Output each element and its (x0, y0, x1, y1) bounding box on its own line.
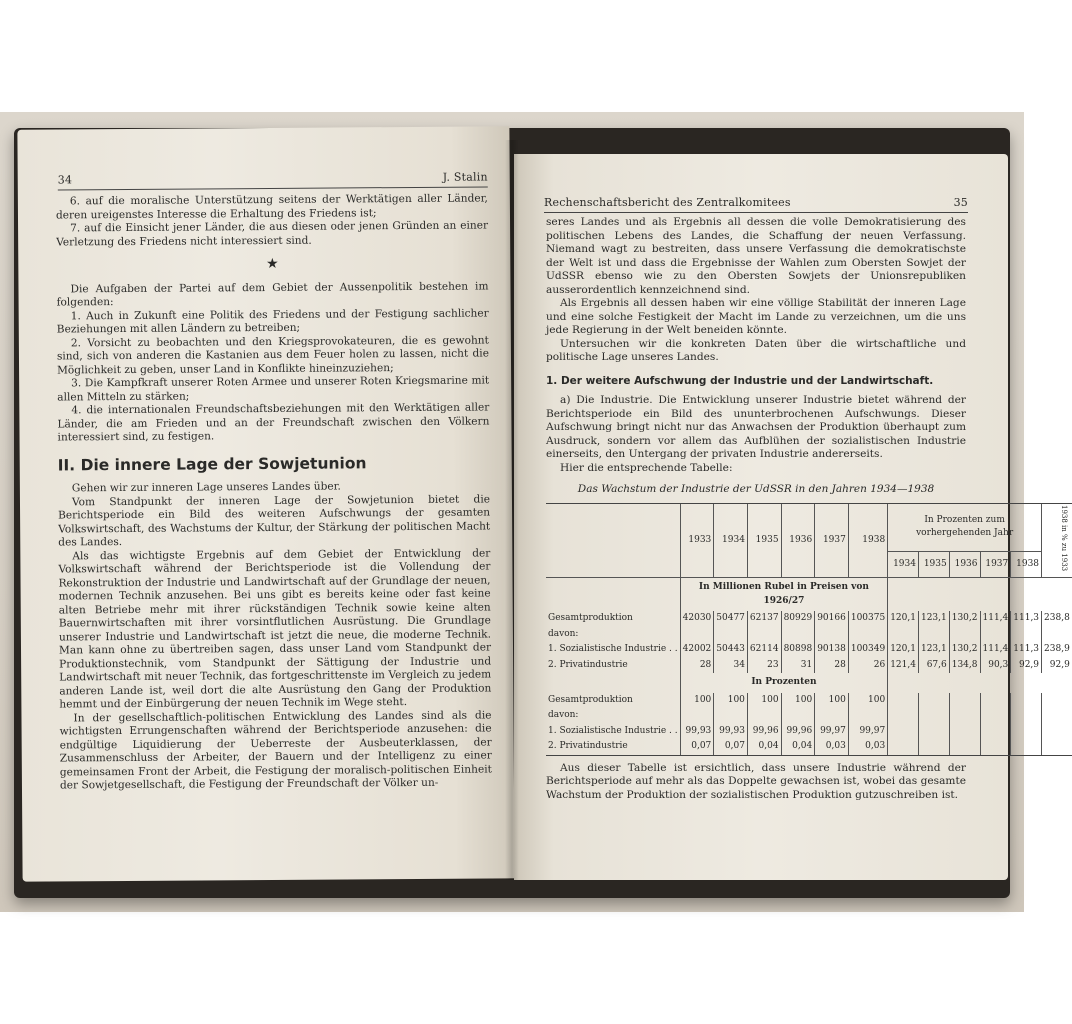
paragraph: a) Die Industrie. Die Entwicklung unserer Industrie bietet während der Berichtsperiode ein Bild des ununterbrochenen Aufschwungs. Dieser Aufschwung bringt nicht nur das Anwachsen der Produktion überhaupt zum Ausdruck, sondern vor allem das Aufblühen der sozialistischen Industrie einerseits, den Untergang der privaten Industrie andererseits. (546, 394, 966, 460)
book-gutter (505, 140, 519, 880)
paragraph: Aus dieser Tabelle ist ersichtlich, dass unsere Industrie während der Berichtsperiode auf mehr als das Doppelte gewachsen ist, wobei das gesamte Wachstum der Produktion der sozialistischen Produktion gutzuschreiben ist. (546, 761, 966, 801)
paragraph: Vom Standpunkt der inneren Lage der Sowjetunion bietet die Berichtsperiode ein Bild des weiteren Aufschwungs der gesamten Volkswirtschaft, des Wachstums der Kultur, der Stärkung der politischen Macht des Landes. (58, 492, 491, 549)
table-cell (1042, 627, 1072, 643)
total-pct-cell: 238,8 (1042, 611, 1072, 627)
right-running-title: Rechenschaftsbericht des Zentralkomitees (544, 196, 791, 209)
table-row (546, 724, 1072, 740)
table-cell (980, 724, 1011, 740)
year-header: 1936 (781, 503, 815, 578)
table-cell (1011, 708, 1042, 724)
table-cell (815, 708, 849, 724)
row-label: 2. Privatindustrie (548, 659, 628, 670)
pct-year-header: 1937 (980, 551, 1011, 577)
row-label: 2. Privatindustrie (546, 739, 680, 755)
pct-cell: 130,2 (949, 642, 980, 658)
table-row (546, 658, 1072, 674)
value-cell: 34 (714, 658, 748, 674)
pct-cell: 111,3 (1011, 611, 1042, 627)
value-cell: 99,97 (815, 724, 849, 740)
left-running-head (58, 170, 488, 190)
table-cell (781, 708, 815, 724)
star-separator: ★ (265, 255, 279, 272)
value-cell: 90166 (815, 611, 849, 627)
paragraph: seres Landes und als Ergebnis all dessen die volle Demokratisierung des politischen Lebens des Landes, die Schaffung der neuen Verfassung. Niemand wagt zu bestreiten, dass unsere Verfassung die demokratischste der Welt ist und dass die Ergebnisse der Wahlen zum Obersten Sowjet der UdSSR ebenso wie zu den Obersten Sowjets der Unionsrepubliken ausserordentlich kennzeichnend sind. (546, 216, 966, 296)
table-cell (1011, 693, 1042, 709)
row-label: Gesamtproduktion (548, 613, 633, 624)
rubles-rows (546, 611, 1072, 673)
value-cell: 99,97 (848, 724, 887, 740)
table-cell (918, 724, 949, 740)
table-cell (888, 627, 919, 643)
table-cell (888, 708, 919, 724)
pct-cell: 134,8 (949, 658, 980, 674)
row-label: 1. Sozialistische Industrie . . (548, 725, 678, 736)
table-cell (888, 739, 919, 755)
table-cell (949, 693, 980, 709)
value-cell: 42002 (680, 642, 714, 658)
table-cell (680, 627, 714, 643)
left-body (56, 192, 492, 793)
table-cell (1011, 627, 1042, 643)
table-cell (1042, 739, 1072, 755)
section-heading: II. Die innere Lage der Sowjetunion (57, 453, 367, 474)
value-cell: 28 (815, 658, 849, 674)
pct-year-header: 1936 (949, 551, 980, 577)
table-cell (918, 739, 949, 755)
table-cell (781, 627, 815, 643)
value-cell: 99,93 (680, 724, 714, 740)
tasks-intro: Die Aufgaben der Partei auf dem Gebiet der Aussenpolitik bestehen im folgenden: (56, 279, 489, 309)
year-header: 1938 (848, 503, 887, 578)
table-cell (815, 627, 849, 643)
pct-cell: 120,1 (888, 642, 919, 658)
list-item: 7. auf die Einsicht jener Länder, die aus diesen oder jenen Gründen an einer Verletzung des Friedens nicht interessiert sind. (56, 219, 489, 248)
last-col-header: 1938 in % zu 1933 (1042, 503, 1072, 578)
total-pct-cell: 92,9 (1042, 658, 1072, 674)
left-page (17, 126, 514, 881)
pct-year-header: 1934 (888, 551, 919, 577)
value-cell: 0,03 (848, 739, 887, 755)
value-cell: 80898 (781, 642, 815, 658)
value-cell: 0,07 (714, 739, 748, 755)
pct-cell: 92,9 (1011, 658, 1042, 674)
value-cell: 100 (714, 693, 748, 709)
year-header: 1935 (747, 503, 781, 578)
row-label: 1. Sozialistische Industrie . . (548, 644, 678, 655)
value-cell: 42030 (680, 611, 714, 627)
table-row (546, 693, 1072, 709)
table-cell (888, 724, 919, 740)
value-cell: 100 (815, 693, 849, 709)
table-row (546, 739, 1072, 755)
table-cell (1042, 693, 1072, 709)
value-cell: 0,03 (815, 739, 849, 755)
paragraph: Gehen wir zur inneren Lage unseres Landes über. (71, 480, 341, 495)
pct-year-header: 1938 (1011, 551, 1042, 577)
pct-cell: 123,1 (918, 642, 949, 658)
davon-label: davon: (548, 710, 579, 721)
table-cell (1042, 708, 1072, 724)
table-intro: Hier die entsprechende Tabelle: (560, 461, 733, 474)
right-page (514, 154, 1070, 880)
value-cell: 100 (747, 693, 781, 709)
total-pct-cell: 238,9 (1042, 642, 1072, 658)
value-cell: 100 (680, 693, 714, 709)
table-cell (1042, 724, 1072, 740)
table-row (546, 611, 1072, 627)
value-cell: 99,96 (781, 724, 815, 740)
table-row (546, 642, 1072, 658)
left-page-number: 34 (57, 173, 73, 187)
davon-row (546, 708, 1072, 724)
pct-cell: 67,6 (918, 658, 949, 674)
table-cell (747, 627, 781, 643)
table-cell (949, 724, 980, 740)
pct-cell: 121,4 (888, 658, 919, 674)
pct-cell: 111,4 (980, 642, 1011, 658)
paragraph: In der gesellschaftlich-politischen Entwicklung des Landes sind als die wichtigsten Errungenschaften während der Berichtsperiode anzusehen: die endgültige Liquidierung der Ueberreste der Ausbeuterklassen, der Zusammenschluss der Arbeiter, der Bauern und der Intelligenz zu einer gemeinsamen Front der Arbeit, die Festigung der moralisch-politischen Einheit der Sowjetgesellschaft, die Festigung der Freundschaft der Völker un- (59, 708, 492, 792)
industry-table (546, 503, 1072, 756)
paragraph: Untersuchen wir die konkreten Daten über die wirtschaftliche und politische Lage unseres Landes. (546, 337, 966, 363)
row-label: Gesamtproduktion (548, 694, 633, 705)
table-cell (980, 708, 1011, 724)
value-cell: 99,96 (747, 724, 781, 740)
pct-cell: 130,2 (949, 611, 980, 627)
table-cell (980, 693, 1011, 709)
right-body (546, 216, 1070, 802)
table-header-blank (546, 503, 680, 578)
table-header-row (546, 503, 1072, 551)
year-header: 1937 (815, 503, 849, 578)
value-cell: 0,04 (747, 739, 781, 755)
left-running-title: J. Stalin (442, 170, 488, 184)
band-rubles: In Millionen Rubel in Preisen von 1926/27 (680, 578, 888, 612)
value-cell: 100349 (848, 642, 887, 658)
value-cell: 100375 (848, 611, 887, 627)
pct-cell: 120,1 (888, 611, 919, 627)
value-cell: 80929 (781, 611, 815, 627)
table-cell (848, 708, 887, 724)
davon-label: davon: (548, 628, 579, 639)
table-cell (714, 627, 748, 643)
table-cell (949, 739, 980, 755)
table-cell (918, 708, 949, 724)
pct-year-header: 1935 (918, 551, 949, 577)
table-cell (949, 627, 980, 643)
task-item: 3. Die Kampfkraft unserer Roten Armee und unserer Roten Kriegsmarine mit allen Mitteln zu stärken; (57, 374, 490, 403)
task-item: 2. Vorsicht zu beobachten und den Kriegsprovokateuren, die es gewohnt sind, sich von anderen die Kastanien aus dem Feuer holen zu lassen, nicht die Möglichkeit zu geben, unser Land in Konflikte hineinzuziehen; (56, 333, 489, 376)
table-band-row (546, 578, 1072, 612)
pct-group-header: In Prozenten zum vorhergehenden Jahr (888, 503, 1042, 551)
task-item: 1. Auch in Zukunft eine Politik des Friedens und der Festigung sachlicher Beziehungen mit allen Ländern zu betreiben; (56, 306, 489, 336)
value-cell: 62137 (747, 611, 781, 627)
table-cell (680, 708, 714, 724)
percent-rows (546, 693, 1072, 756)
table-cell (848, 627, 887, 643)
value-cell: 28 (680, 658, 714, 674)
davon-row (546, 627, 1072, 643)
value-cell: 26 (848, 658, 887, 674)
table-cell (918, 627, 949, 643)
table-cell (888, 693, 919, 709)
value-cell: 99,93 (714, 724, 748, 740)
value-cell: 0,04 (781, 739, 815, 755)
year-header: 1934 (714, 503, 748, 578)
paragraph: Als das wichtigste Ergebnis auf dem Gebiet der Entwicklung der Volkswirtschaft während der Berichtsperiode ist die Vollendung der Rekonstruktion der Industrie und Landwirtschaft auf der Grundlage der neuen, modernen Technik anzusehen. Bei uns gibt es bereits keine oder fast keine alten Betriebe mehr mit ihrer rückständigen Technik sowie keine alten Bauernwirtschaften mit ihrer vorsintflutlichen Ausrüstung. Die Grundlage unserer Industrie und Landwirtschaft ist jetzt die neue, die moderne Technik. Man kann ohne zu übertreiben sagen, dass unser Land vom Standpunkt der Produktionstechnik, vom Standpunkt der Sättigung der Industrie und Landwirtschaft mit neuer Technik, das fortgeschrittenste im Vergleich zu jedem anderen Lande ist, weil dort die alte Ausrüstung den Gang der Produktion hemmt und der Einbürgerung der neuen Technik im Wege steht. (58, 546, 492, 711)
year-header: 1933 (680, 503, 714, 578)
list-item: 6. auf die moralische Unterstützung seitens der Werktätigen aller Länder, deren ureigenstes Interesse die Erhaltung des Friedens ist; (55, 192, 488, 221)
right-running-head (544, 196, 968, 213)
band-percent: In Prozenten (680, 673, 888, 693)
table-cell (980, 739, 1011, 755)
table-cell (918, 693, 949, 709)
table-cell (747, 708, 781, 724)
value-cell: 100 (848, 693, 887, 709)
value-cell: 62114 (747, 642, 781, 658)
value-cell: 50443 (714, 642, 748, 658)
subsection-heading: 1. Der weitere Aufschwung der Industrie und der Landwirtschaft. (546, 374, 934, 387)
pct-cell: 90,3 (980, 658, 1011, 674)
table-band-row (546, 673, 1072, 693)
pct-cell: 123,1 (918, 611, 949, 627)
value-cell: 0,07 (680, 739, 714, 755)
pct-cell: 111,4 (980, 611, 1011, 627)
table-cell (1011, 724, 1042, 740)
table-cell (1011, 739, 1042, 755)
task-item: 4. die internationalen Freundschaftsbeziehungen mit den Werktätigen aller Länder, die am Frieden und an der Freundschaft zwischen den Völkern interessiert sind, zu festigen. (57, 401, 490, 444)
pct-cell: 111,3 (1011, 642, 1042, 658)
table-cell (980, 627, 1011, 643)
table-caption: Das Wachstum der Industrie der UdSSR in den Jahren 1934—1938 (577, 483, 935, 495)
value-cell: 23 (747, 658, 781, 674)
right-page-number: 35 (953, 196, 968, 209)
table-cell (714, 708, 748, 724)
value-cell: 90138 (815, 642, 849, 658)
value-cell: 50477 (714, 611, 748, 627)
value-cell: 100 (781, 693, 815, 709)
table-cell (949, 708, 980, 724)
value-cell: 31 (781, 658, 815, 674)
paragraph: Als Ergebnis all dessen haben wir eine völlige Stabilität der inneren Lage und eine solche Festigkeit der Macht im Lande zu verzeichnen, um die uns jede Regierung in der Welt beneiden könnte. (546, 297, 966, 336)
